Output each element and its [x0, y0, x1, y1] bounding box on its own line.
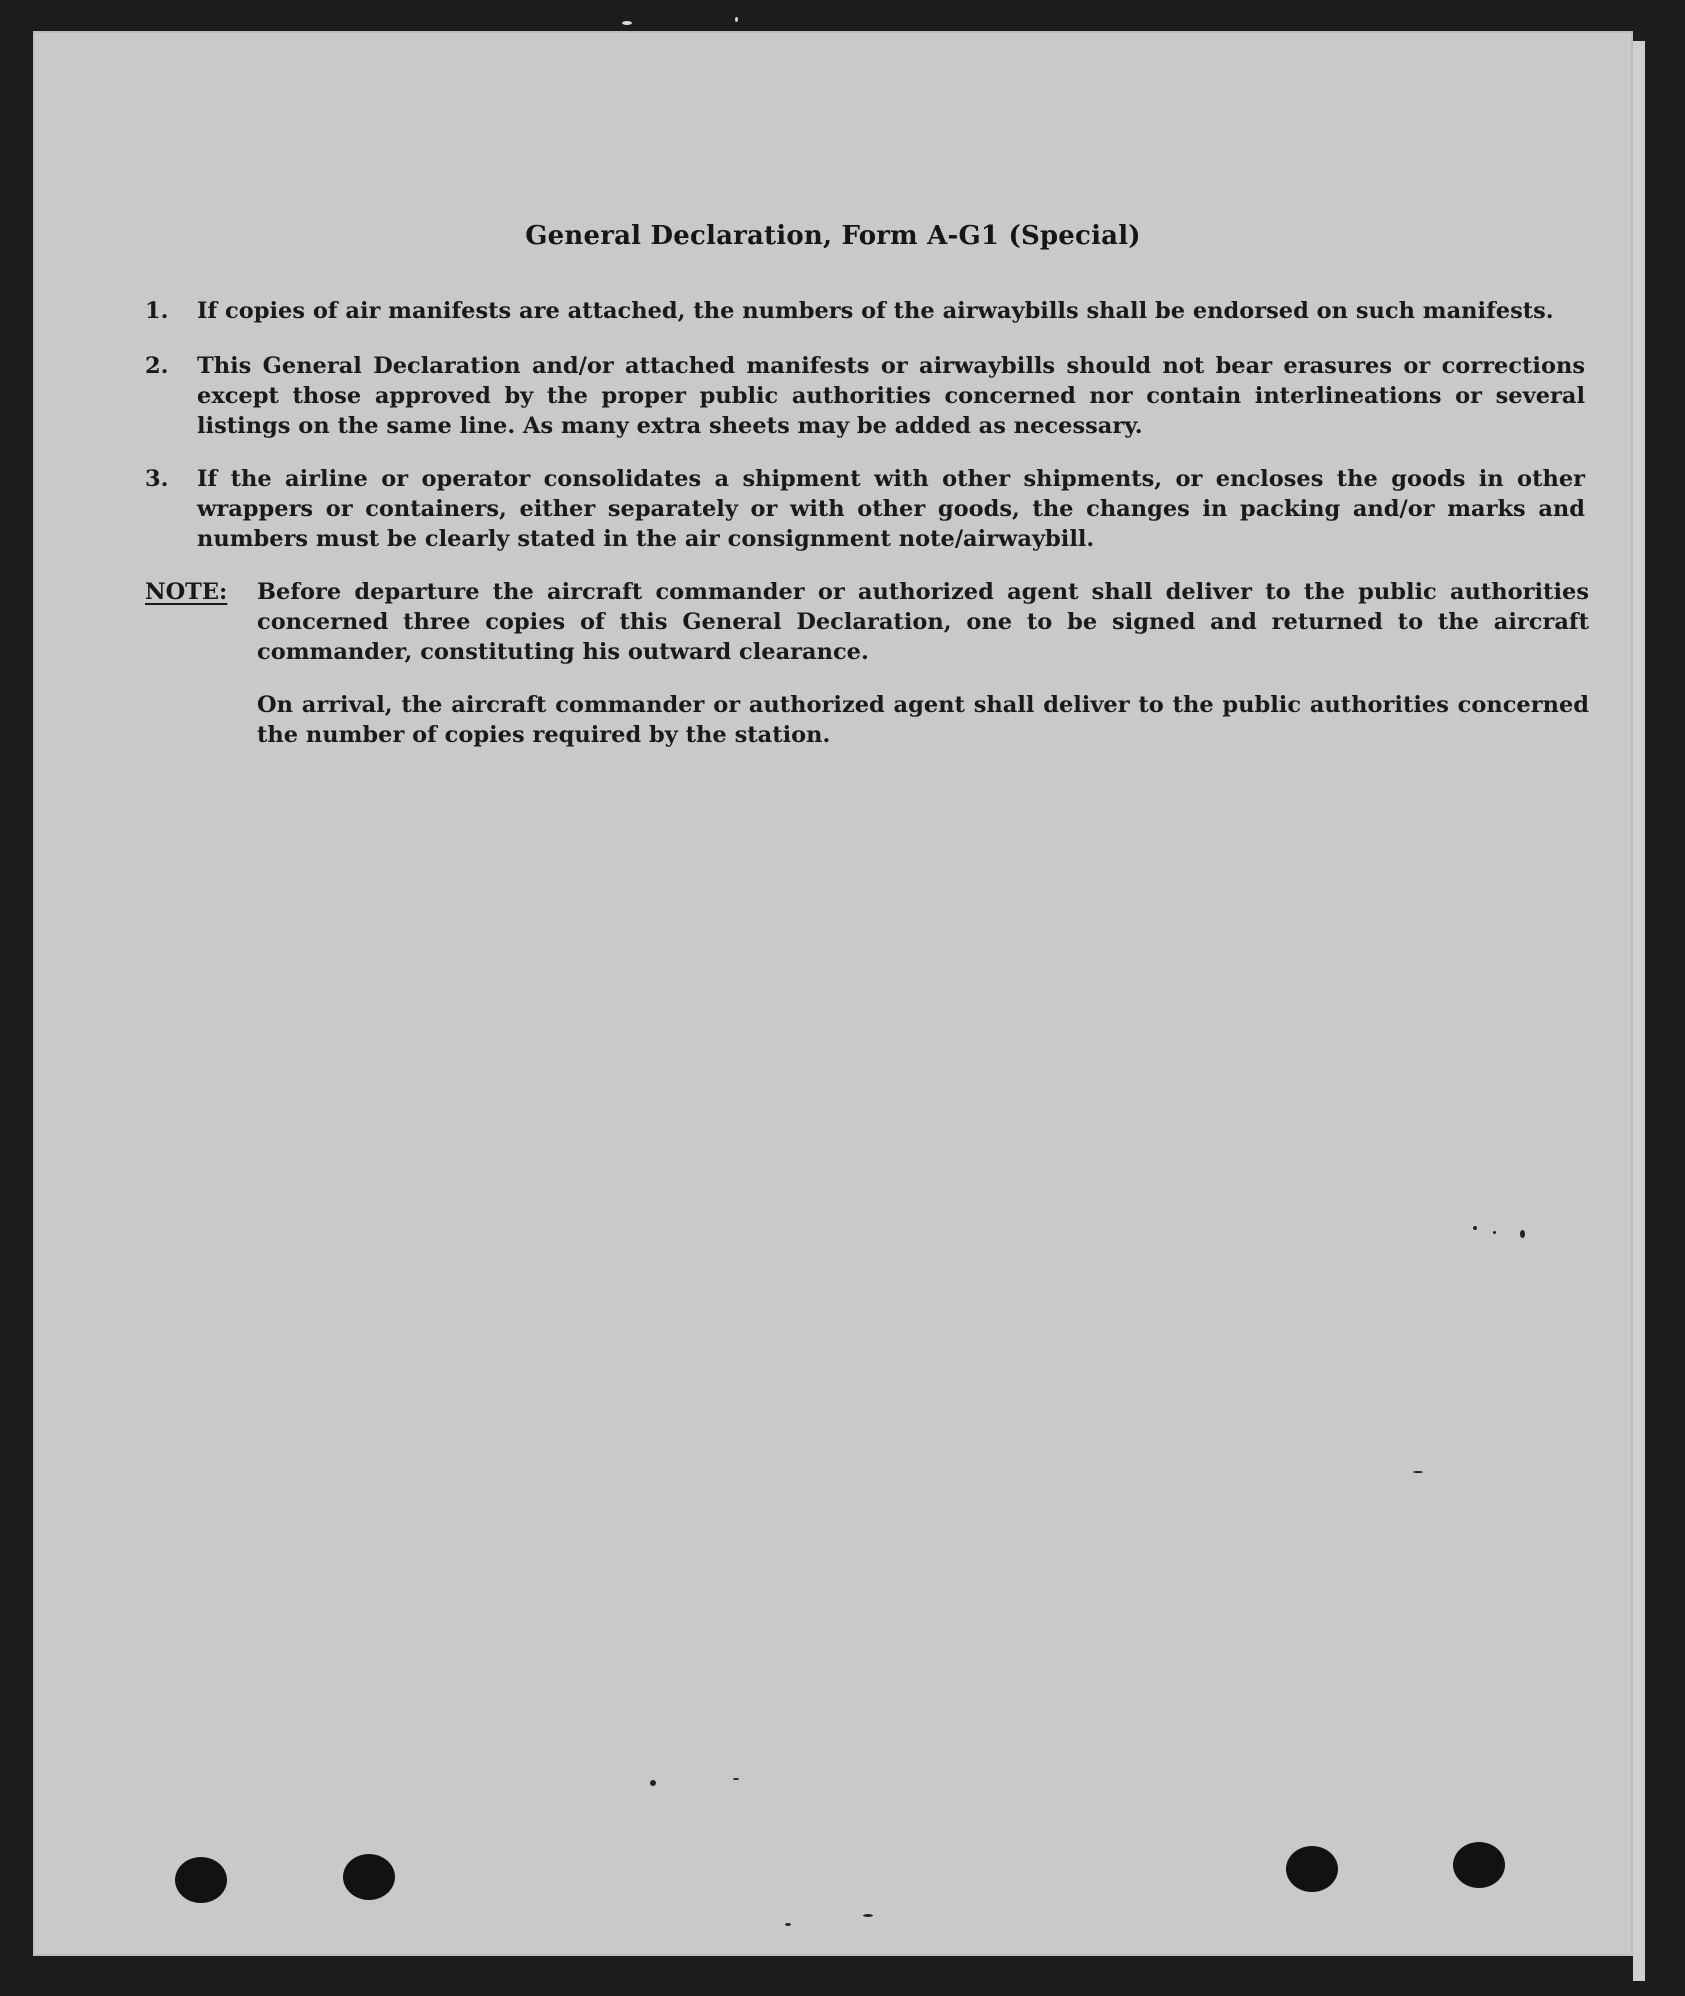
document-page [33, 31, 1633, 1956]
item-number: 2. [145, 353, 169, 379]
scan-speck [622, 21, 632, 25]
scan-speck [733, 1778, 739, 1780]
list-item [145, 296, 1585, 326]
note-paragraph: Before departure the aircraft commander or authorized agent shall deliver to the public authorities concerned three copies of this General Declaration, one to be signed and returned to the aircraft commander, constituting his outward clearance. [257, 579, 1589, 665]
scan-speck [863, 1914, 873, 1917]
scan-speck [1493, 1231, 1496, 1234]
scan-speck [650, 1780, 656, 1786]
page-title: General Declaration, Form A-G1 (Special) [525, 221, 1141, 251]
item-text: This General Declaration and/or attached manifests or airwaybills should not bear erasures or corrections except those approved by the proper public authorities concerned nor contain interlineations or several listings on the same line. As many extra sheets may be added as necessary. [197, 353, 1585, 439]
scan-speck [1473, 1226, 1477, 1230]
list-item [145, 464, 1585, 554]
scan-speck [1413, 1471, 1423, 1473]
item-text: If the airline or operator consolidates a shipment with other shipments, or encloses the goods in other wrappers or containers, either separately or with other goods, the changes in packing and/or marks and numbers must be clearly stated in the air consignment note/airwaybill. [197, 466, 1585, 552]
punch-hole [343, 1854, 395, 1900]
punch-hole [175, 1857, 227, 1903]
punch-hole [1286, 1846, 1338, 1892]
scan-speck [735, 17, 738, 22]
item-number: 3. [145, 466, 169, 492]
note-section [145, 577, 1589, 750]
item-number: 1. [145, 298, 169, 324]
scan-speck [1520, 1230, 1525, 1238]
note-label: NOTE: [145, 579, 228, 605]
note-paragraph: On arrival, the aircraft commander or authorized agent shall deliver to the public authorities concerned the number of copies required by the station. [257, 692, 1589, 748]
scan-speck [785, 1923, 791, 1926]
list-item [145, 351, 1585, 441]
punch-hole [1453, 1842, 1505, 1888]
item-text: If copies of air manifests are attached, the numbers of the airwaybills shall be endorsed on such manifests. [197, 298, 1554, 324]
